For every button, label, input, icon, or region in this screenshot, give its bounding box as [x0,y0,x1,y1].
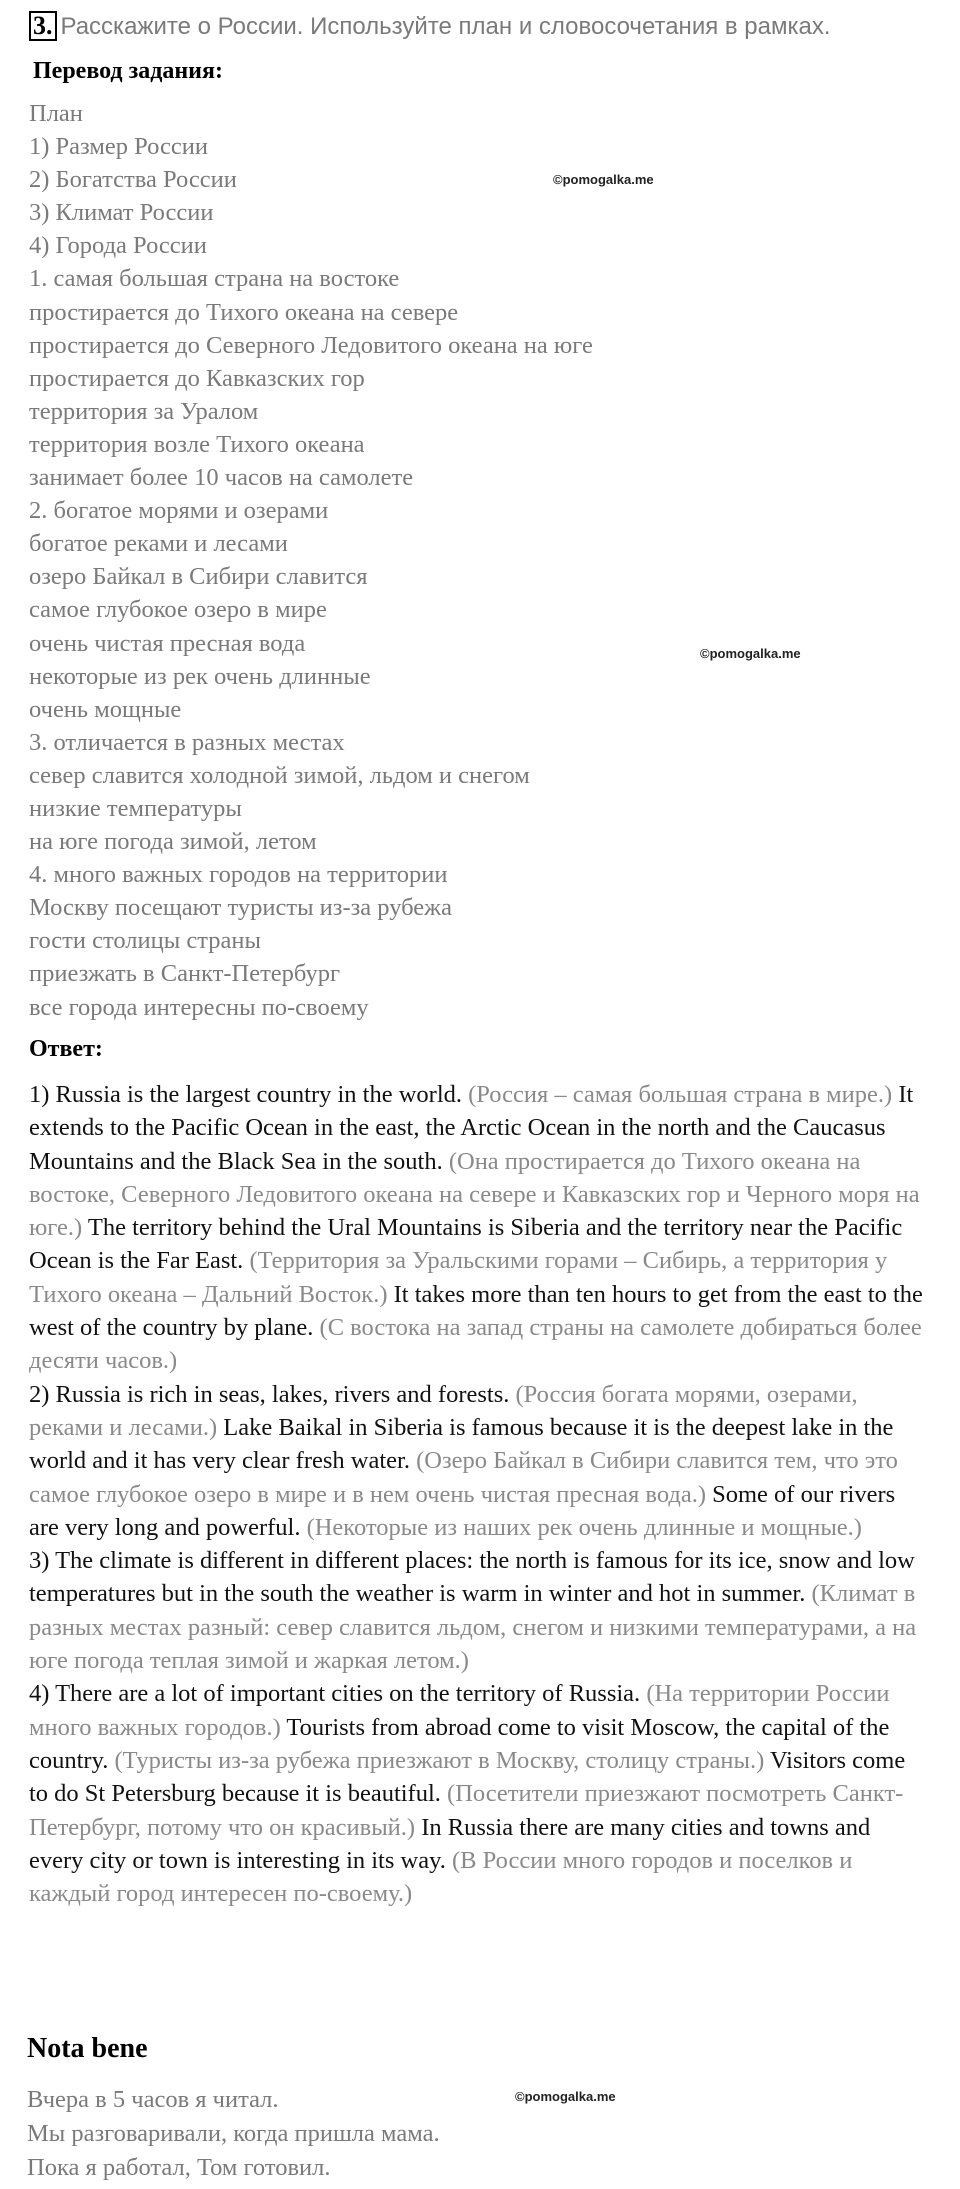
answer-translation: (Озеро Байкал в Сибири славится тем, что это самое глубокое озеро в мире и в нем очень чистая пресная вода.) [29,1447,898,1508]
answer-paragraph [29,1078,929,1378]
answer-english: Lake Baikal in Siberia is famous because it is the deepest lake in the world and it has very clear fresh water. [29,1413,894,1475]
plan-line: очень мощные [29,695,182,723]
answer-paragraph [29,1544,929,1677]
answer-english: 1) Russia is the largest country in the world. [29,1081,469,1108]
nota-line: Пока я работал, Том готовил. [27,2154,331,2181]
answer-paragraph [29,1378,929,1544]
plan-line: территория за Уралом [29,397,259,425]
plan-line: приезжать в Санкт-Петербург [29,960,340,988]
nota-line: Вчера в 5 часов я читал. [27,2086,279,2113]
answer-english: Some of our rivers are very long and powerful. [29,1480,896,1541]
answer-english: 3) The climate is different in different places: the north is famous for its ice, snow and low temperatures but in the south the weather is warm in winter and hot in summer. [29,1547,915,1608]
answer-english: 4) There are a lot of important cities on the territory of Russia. [29,1680,647,1708]
answer-english: Visitors come to do St Petersburg because it is beautiful. [29,1746,906,1808]
answer-body [29,1078,929,1910]
answer-english: It takes more than ten hours to get from the east to the west of the country by plane. [29,1280,923,1342]
answer-english: It extends to the Pacific Ocean in the east, the Arctic Ocean in the north and the Caucasus Mountains and the Black Sea in the south. [29,1081,914,1175]
task-number: 3. [29,11,57,41]
answer-translation: (В России много городов и поселков и каждый город интересен по-своему.) [29,1846,853,1908]
answer-translation: (Туристы из-за рубежа приезжают в Москву, столицу страны.) [114,1746,770,1774]
plan-line: простирается до Кавказских гор [29,364,365,392]
plan-line: занимает более 10 часов на самолете [29,464,414,492]
task-header [29,10,949,43]
answer-heading: Ответ: [29,1036,103,1062]
watermark: ©pomogalka.me [553,172,654,187]
plan-line: простирается до Тихого океана на севере [29,298,459,326]
nota-bene-heading: Nota bene [27,2033,148,2064]
watermark: ©pomogalka.me [515,2089,616,2104]
answer-translation: (Климат в разных местах разный: север славится льдом, снегом и низкими температурами, а на юге погода теплая зимой и жаркая летом.) [29,1580,917,1675]
plan-line: 3. отличается в разных местах [29,728,345,756]
answer-english: The territory behind the Ural Mountains is Siberia and the territory near the Pacific Ocean is the Far East. [29,1214,903,1275]
answer-translation: (Посетители приезжают посмотреть Санкт-Петербург, потому что он красивый.) [29,1780,904,1841]
plan-line: простирается до Северного Ледовитого океана на юге [29,331,593,359]
plan-line: очень чистая пресная вода [29,629,306,657]
plan-line: План [29,100,83,127]
plan-line: 4. много важных городов на территории [29,861,448,889]
task-text: Расскажите о России. Используйте план и словосочетания в рамках. [60,13,831,40]
plan-line: гости столицы страны [29,927,261,955]
watermark: ©pomogalka.me [700,646,801,661]
nota-bene-list [27,2083,440,2185]
answer-translation: (Россия богата морями, озерами, реками и лесами.) [29,1380,858,1441]
plan-line: 1) Размер России [29,133,208,161]
answer-translation: (С востока на запад страны на самолете добираться более десяти часов.) [29,1314,922,1375]
plan-line: озеро Байкал в Сибири славится [29,563,368,591]
plan-line: Москву посещают туристы из-за рубежа [29,894,452,922]
plan-line: богатое реками и лесами [29,530,288,558]
plan-line: на юге погода зимой, летом [29,828,317,856]
answer-english: In Russia there are many cities and towns and every city or town is interesting in its way. [29,1813,871,1874]
answer-english: 2) Russia is rich in seas, lakes, rivers and forests. [29,1380,516,1408]
answer-translation: (Некоторые из наших рек очень длинные и мощные.) [306,1513,862,1541]
plan-line: низкие температуры [29,794,242,822]
plan-line: самое глубокое озеро в мире [29,596,327,624]
answer-translation: (Россия – самая большая страна в мире.) [468,1081,899,1108]
plan-line: 2. богатое морями и озерами [29,497,329,525]
plan-line: север славится холодной зимой, льдом и снегом [29,761,530,789]
answer-translation: (Она простирается до Тихого океана на востоке, Северного Ледовитого океана на севере и Кавказских гор и Черного моря на юге.) [29,1147,920,1242]
answer-english: Tourists from abroad come to visit Moscow, the capital of the country. [29,1713,890,1774]
translation-heading: Перевод задания: [33,58,223,84]
plan-line: территория возле Тихого океана [29,430,365,458]
answer-translation: (Территория за Уральскими горами – Сибирь, а территория у Тихого океана – Дальний Восток.) [29,1247,888,1308]
answer-paragraph [29,1677,929,1910]
plan-list [29,97,593,1024]
nota-line: Мы разговаривали, когда пришла мама. [27,2120,440,2147]
plan-line: некоторые из рек очень длинные [29,662,371,690]
plan-line: 4) Города России [29,232,207,260]
answer-translation: (На территории России много важных городов.) [29,1680,890,1741]
plan-line: 2) Богатства России [29,166,237,194]
plan-line: 3) Климат России [29,199,214,227]
plan-line: 1. самая большая страна на востоке [29,265,400,293]
plan-line: все города интересны по-своему [29,993,369,1021]
